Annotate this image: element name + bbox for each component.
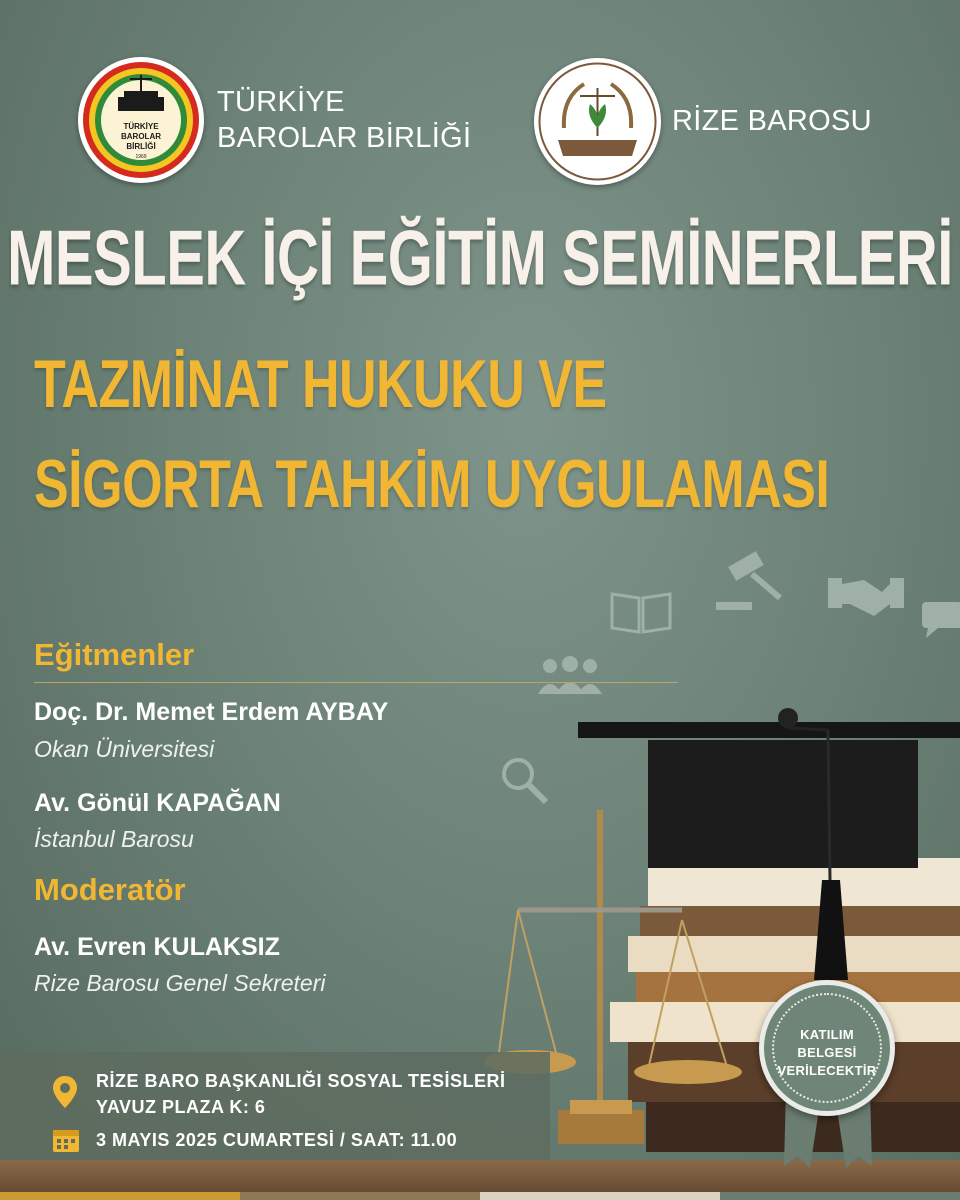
badge-line2: BELGESİ bbox=[797, 1045, 857, 1060]
trainers-title: Eğitmenler bbox=[34, 637, 195, 672]
venue-line2: YAVUZ PLAZA K: 6 bbox=[96, 1097, 266, 1117]
calendar-icon bbox=[52, 1127, 80, 1153]
moderator-name: Av. Evren KULAKSIZ bbox=[34, 933, 280, 961]
badge-line1: KATILIM bbox=[800, 1027, 854, 1042]
color-stripe bbox=[240, 1192, 480, 1200]
cap-body bbox=[648, 740, 918, 868]
trainer-2-affiliation: İstanbul Barosu bbox=[34, 826, 194, 852]
rize-barosu-logo bbox=[534, 58, 661, 185]
topic-line2: SİGORTA TAHKİM UYGULAMASI bbox=[34, 447, 830, 523]
trainers-divider bbox=[34, 682, 678, 683]
map-pin-icon bbox=[50, 1074, 80, 1110]
tbb-name-line1: TÜRKİYE bbox=[217, 86, 345, 118]
gavel-icon bbox=[712, 548, 788, 614]
tbb-emblem-icon bbox=[78, 57, 204, 183]
color-stripe bbox=[0, 1192, 240, 1200]
svg-text:BAROLAR: BAROLAR bbox=[121, 132, 161, 141]
rize-barosu-name: RİZE BAROSU bbox=[672, 105, 872, 137]
trainer-1-name: Doç. Dr. Memet Erdem AYBAY bbox=[34, 698, 389, 726]
illustration bbox=[478, 700, 960, 1170]
svg-text:TÜRKİYE: TÜRKİYE bbox=[123, 122, 159, 131]
chat-icon bbox=[918, 598, 960, 640]
topic-line1: TAZMİNAT HUKUKU VE bbox=[34, 347, 607, 423]
moderator-affiliation: Rize Barosu Genel Sekreteri bbox=[34, 970, 326, 996]
color-stripe bbox=[720, 1192, 960, 1200]
rize-emblem-icon bbox=[534, 58, 661, 185]
tbb-logo bbox=[78, 57, 204, 183]
book-icon bbox=[608, 588, 674, 636]
color-stripe bbox=[480, 1192, 720, 1200]
certificate-badge bbox=[759, 980, 895, 1116]
svg-text:1969: 1969 bbox=[135, 154, 147, 160]
handshake-icon bbox=[826, 570, 906, 622]
cap-board bbox=[578, 722, 960, 738]
badge-line3: VERİLECEKTİR bbox=[777, 1063, 877, 1078]
date-time: 3 MAYIS 2025 CUMARTESİ / SAAT: 11.00 bbox=[96, 1130, 458, 1150]
trainer-1-affiliation: Okan Üniversitesi bbox=[34, 736, 215, 762]
venue-line1: RİZE BARO BAŞKANLIĞI SOSYAL TESİSLERİ bbox=[96, 1071, 506, 1091]
moderator-title: Moderatör bbox=[34, 872, 186, 907]
tbb-name bbox=[217, 84, 471, 156]
headline: MESLEK İÇİ EĞİTİM SEMİNERLERİ bbox=[7, 214, 953, 303]
tbb-name-line2: BAROLAR BİRLİĞİ bbox=[217, 122, 472, 154]
book bbox=[640, 906, 960, 936]
trainer-2-name: Av. Gönül KAPAĞAN bbox=[34, 789, 281, 817]
people-icon bbox=[532, 654, 608, 696]
svg-text:BİRLİĞİ: BİRLİĞİ bbox=[126, 142, 156, 151]
